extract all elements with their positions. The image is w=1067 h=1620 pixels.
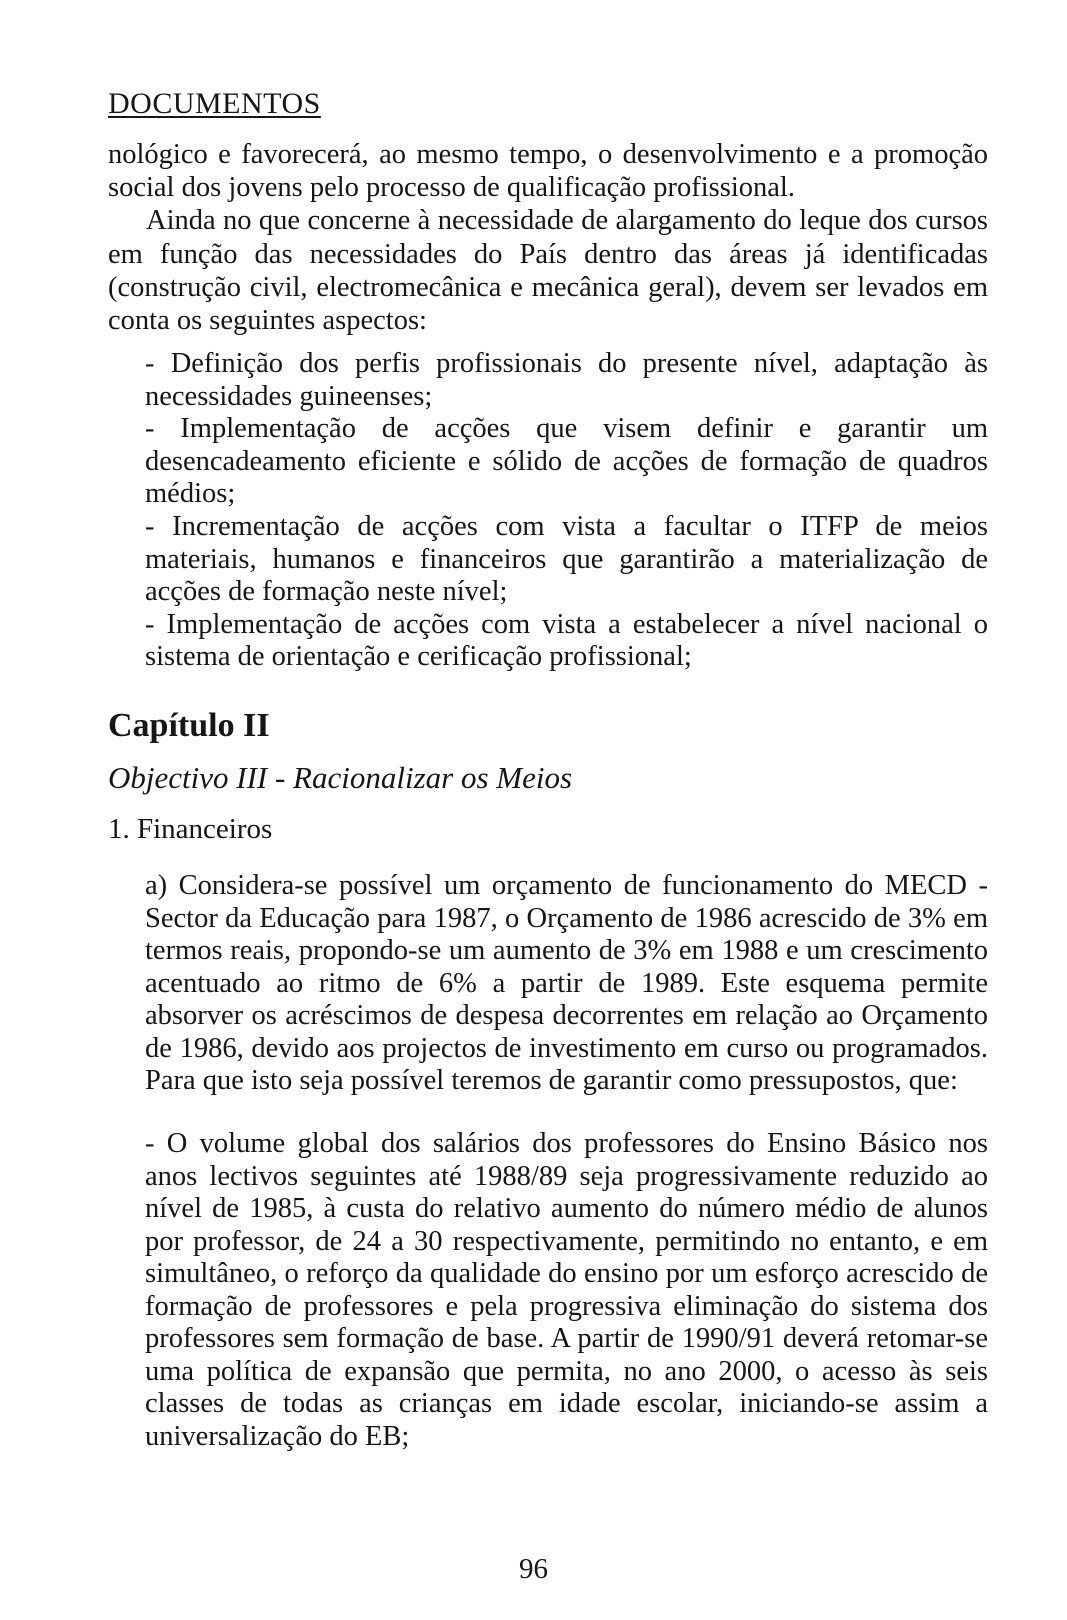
objective-heading: Objectivo III - Racionalizar os Meios [108, 760, 573, 795]
financial-paragraph-a [145, 870, 988, 1098]
aspects-list [145, 348, 988, 674]
budget-paragraph: a) Considera-se possível um orçamento de funcionamento do MECD - Sector da Educação para 1987, o Orçamento de 1986 acrescido de 3% em termos reais, propondo-se um aumento de 3% em 1988 e um crescimento acentuado ao ritmo de 6% a partir de 1989. Este esquema permite absorver os acréscimos de despesa decorrentes em relação ao Orçamento de 1986, devido aos projectos de investimento em curso ou programados. Para que isto seja possível teremos de garantir como pressupostos, que: [145, 870, 988, 1096]
continuation-paragraph: nológico e favorecerá, ao mesmo tempo, o desenvolvimento e a promoção social dos jovens pelo processo de qualificação profissional. [108, 139, 988, 204]
running-header: DOCUMENTOS [108, 87, 321, 120]
section-heading: 1. Financeiros [108, 813, 273, 845]
chapter-title: Capítulo II [108, 707, 270, 744]
aspect-item: - Implementação de acções com vista a estabelecer a nível nacional o sistema de orientação e cerificação profissional; [145, 608, 988, 673]
aspect-item: - Definição dos perfis profissionais do presente nível, adaptação às necessidades guineenses; [145, 348, 988, 412]
aspects-intro-paragraph: Ainda no que concerne à necessidade de alargamento do leque dos cursos em função das necessidades do País dentro das áreas já identificadas (construção civil, electromecânica e mecânica geral), devem ser levados em conta os seguintes aspectos: [108, 205, 988, 337]
aspect-item: - Incrementação de acções com vista a facultar o ITFP de meios materiais, humanos e financeiros que garantirão a materialização de acções de formação neste nível; [145, 510, 988, 608]
financial-assumptions [145, 1128, 988, 1453]
assumption-item: - O volume global dos salários dos professores do Ensino Básico nos anos lectivos seguintes até 1988/89 seja progressivamente reduzido ao nível de 1985, à custa do relativo aumento do número médio de alunos por professor, de 24 a 30 respectivamente, permitindo no entanto, e em simultâneo, o reforço da qualidade do ensino por um esforço acrescido de formação de professores e pela progressiva eliminação do sistema dos professores sem formação de base. A partir de 1990/91 deverá retomar-se uma política de expansão que permita, no ano 2000, o acesso às seis classes de todas as crianças em idade escolar, iniciando-se assim a universalização do EB; [145, 1128, 988, 1452]
aspect-item: - Implementação de acções que visem definir e garantir um desencadeamento eficiente e sólido de acções de formação de quadros médios; [145, 413, 988, 510]
page-number: 96 [519, 1553, 548, 1585]
intro-text [108, 138, 988, 337]
